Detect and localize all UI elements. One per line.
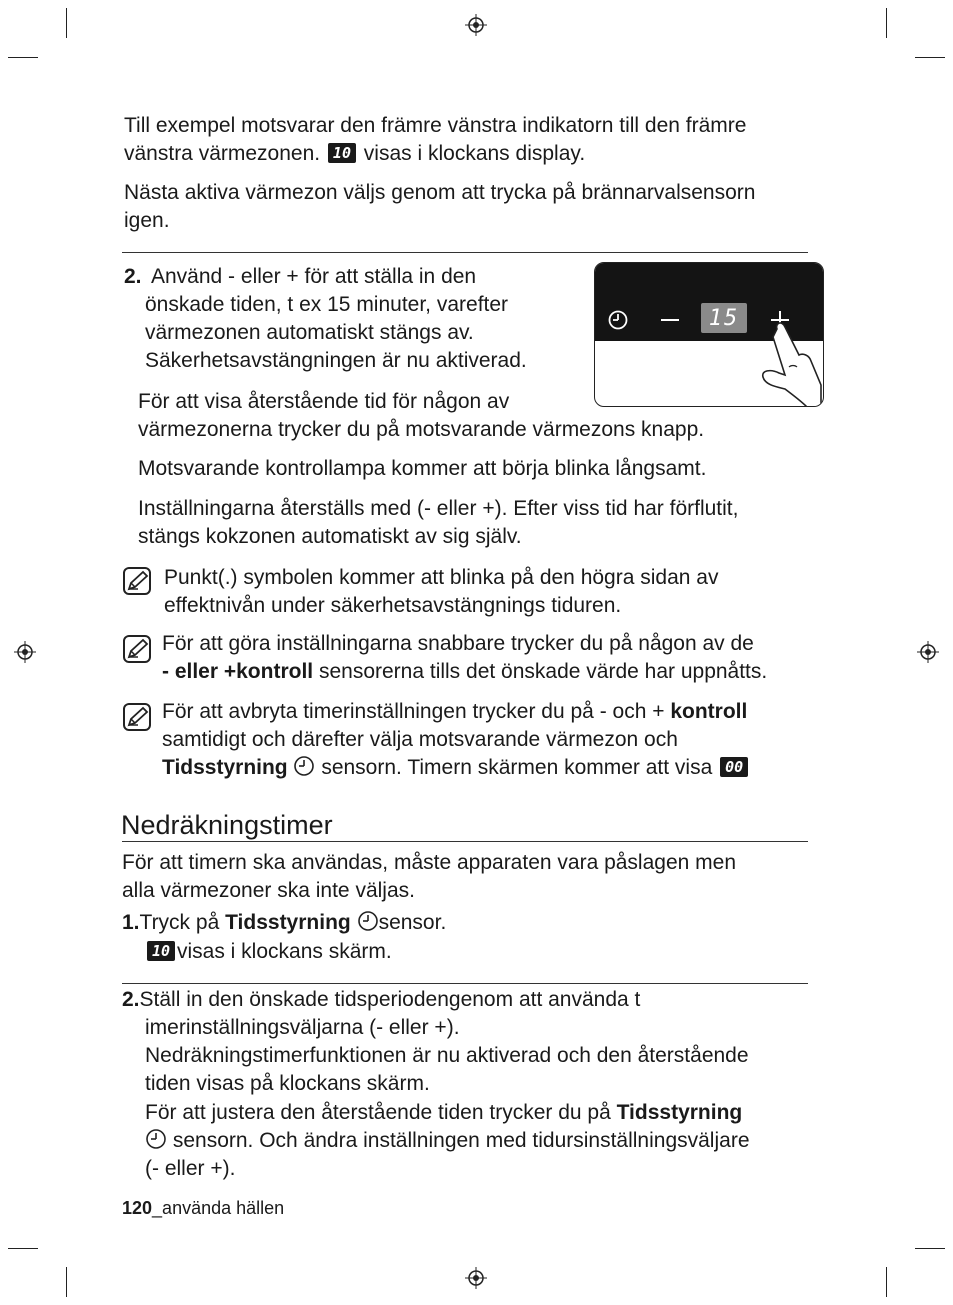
step-text: värmezonen automatiskt stängs av. [145, 321, 474, 344]
note-pencil-icon [122, 566, 152, 596]
note-text-part: För att avbryta timerinställningen trycker du på - och + [162, 700, 671, 723]
note-text [162, 698, 747, 726]
intro-line: Nästa aktiva värmezon väljs genom att trycka på brännarvalsensorn [124, 181, 756, 204]
step-line [145, 938, 392, 966]
note-text: effektnivån under säkerhetsavstängnings tiduren. [164, 594, 622, 617]
step-text: För att justera den återstående tiden trycker du på [145, 1101, 617, 1124]
clock-icon [607, 309, 629, 331]
display-code-icon [147, 941, 175, 961]
step-text: Motsvarande kontrollampa kommer att börja blinka långsamt. [138, 457, 707, 480]
note-pencil-icon [122, 634, 152, 664]
registration-mark-icon [14, 641, 36, 663]
display-code: 00 [725, 758, 744, 776]
step-text: Tryck på [139, 911, 226, 934]
step-text: (- eller +). [145, 1157, 236, 1180]
crop-mark [915, 57, 945, 58]
clock-icon [293, 755, 315, 777]
timer-display [701, 303, 747, 333]
intro-text: visas i klockans display. [363, 142, 586, 165]
step-text: Nedräkningstimerfunktionen är nu aktiverad och den återstående [145, 1044, 749, 1067]
note-rest-text: sensorn. Timern skärmen kommer att visa [321, 756, 713, 779]
step-text: För att visa återstående tid för någon av [138, 390, 510, 413]
step-line [122, 986, 640, 1014]
body-text: För att timern ska användas, måste apparaten vara påslagen men [122, 851, 737, 874]
step-text: sensorn. Och ändra inställningen med tidursinställningsväljare [172, 1129, 750, 1152]
divider [122, 252, 808, 253]
step-text: stängs kokzonen automatiskt av sig själv. [138, 525, 522, 548]
step-line [145, 1099, 742, 1127]
crop-mark [8, 1248, 38, 1249]
step-text: Säkerhetsavstängningen är nu aktiverad. [145, 349, 527, 372]
note-bold-text: - eller +kontroll [162, 660, 314, 683]
note-rest-text: sensorerna tills det önskade värde har uppnåtts. [313, 660, 768, 683]
note-text [162, 658, 767, 686]
intro-line [124, 140, 585, 168]
step-text: imerinställningsväljarna (- eller +). [145, 1016, 460, 1039]
crop-mark [915, 1248, 945, 1249]
registration-mark-icon [917, 641, 939, 663]
display-code-icon [328, 143, 356, 163]
note-text: För att göra inställningarna snabbare trycker du på någon av de [162, 632, 754, 655]
timer-display-value: 15 [708, 306, 740, 331]
step-text: tiden visas på klockans skärm. [145, 1072, 430, 1095]
footer-section: _använda hällen [152, 1198, 285, 1218]
step-text: visas i klockans skärm. [177, 940, 392, 963]
registration-mark-icon [465, 1267, 487, 1289]
page-footer [122, 1197, 284, 1219]
display-code-icon [720, 757, 748, 777]
clock-icon [357, 910, 379, 932]
crop-mark [8, 57, 38, 58]
clock-icon [145, 1128, 167, 1150]
body-text: alla värmezoner ska inte väljas. [122, 879, 415, 902]
step-line [145, 1127, 750, 1155]
heading-underline [122, 841, 808, 842]
intro-text: vänstra värmezonen. [124, 142, 321, 165]
crop-mark [66, 8, 67, 38]
step-text: önskade tiden, t ex 15 minuter, varefter [145, 293, 509, 316]
note-bold-text: kontroll [670, 700, 748, 723]
step-text: värmezonerna trycker du på motsvarande värmezons knapp. [138, 418, 705, 441]
step-number: 1. [122, 911, 140, 934]
crop-mark [66, 1267, 67, 1297]
crop-mark [886, 1267, 887, 1297]
control-panel-illustration [594, 262, 824, 407]
step-bold-text: Tidsstyrning [225, 911, 351, 934]
step-bold-text: Tidsstyrning [616, 1101, 743, 1124]
display-code: 10 [151, 942, 171, 960]
intro-line: igen. [124, 209, 170, 232]
display-code: 10 [332, 144, 351, 162]
section-heading: Nedräkningstimer [121, 810, 333, 840]
divider [122, 983, 808, 984]
step-line [122, 909, 446, 937]
step-text: Inställningarna återställs med (- eller +). Efter viss tid har förflutit, [138, 497, 739, 520]
registration-mark-icon [465, 14, 487, 36]
step-number: 2. [124, 265, 142, 288]
note-text [162, 754, 750, 782]
intro-line: Till exempel motsvarar den främre vänstra indikatorn till den främre [124, 114, 747, 137]
page-number: 120 [122, 1198, 153, 1218]
note-bold-text: Tidsstyrning [162, 756, 288, 779]
step-text: sensor. [378, 911, 447, 934]
crop-mark [886, 8, 887, 38]
step-text: Ställ in den önskade tidsperiodengenom att använda t [139, 988, 641, 1011]
step-text: Använd - eller + för att ställa in den [151, 265, 477, 288]
note-text: samtidigt och därefter välja motsvarande värmezon och [162, 728, 678, 751]
note-text: Punkt(.) symbolen kommer att blinka på den högra sidan av [164, 566, 719, 589]
note-pencil-icon [122, 702, 152, 732]
minus-icon [661, 319, 679, 321]
pointing-hand-icon [755, 315, 824, 407]
step-number: 2. [122, 988, 140, 1011]
